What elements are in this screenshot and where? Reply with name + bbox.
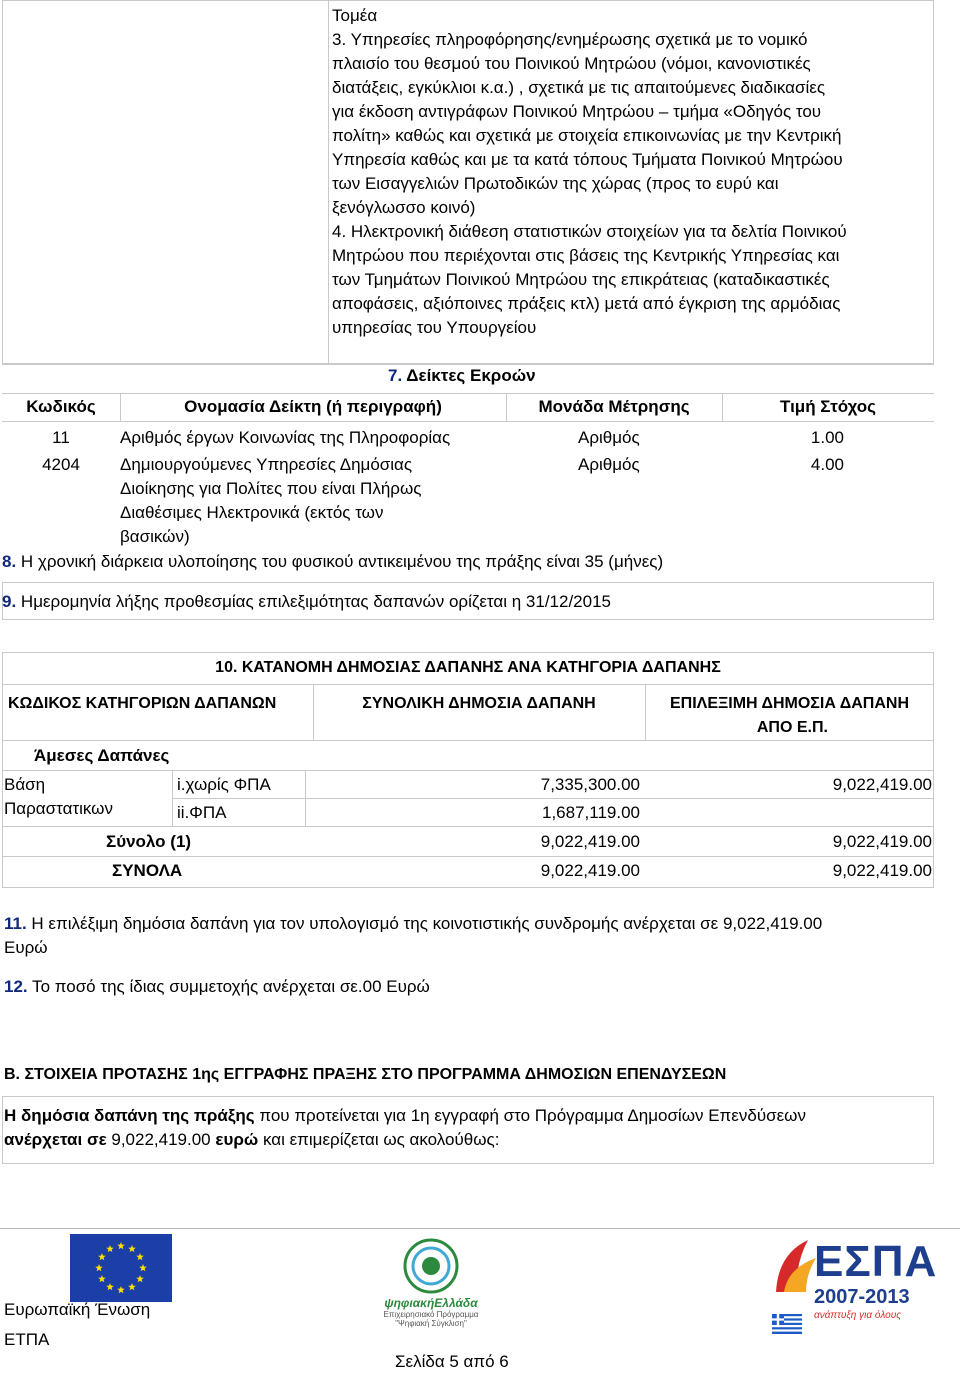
indicator-name-line: Δημιουργούμενες Υπηρεσίες Δημόσιας: [120, 455, 413, 474]
section-12-number: 12.: [4, 977, 28, 996]
section-9-bottom-border: [2, 619, 934, 620]
section-9-text: Ημερομηνία λήξης προθεσμίας επιλεξιμότητας δαπανών ορίζεται η 31/12/2015: [16, 592, 611, 611]
section-12-text: Το ποσό της ίδιας συμμετοχής ανέρχεται σε.00 Ευρώ: [27, 977, 430, 996]
allocation-basis-line2: Παραστατικων: [4, 799, 113, 818]
espa-logo: [768, 1234, 938, 1338]
allocation-col-eligible-line1: ΕΠΙΛΕΞΙΜΗ ΔΗΜΟΣΙΑ ΔΑΠΑΝΗ: [669, 695, 910, 712]
top-section-line: υπηρεσίας του Υπουργείου: [332, 318, 537, 337]
footer-rule: [0, 1228, 960, 1229]
espa-sub: ανάπτυξη για όλους: [814, 1310, 902, 1321]
top-section-line: των Εισαγγελιών Πρωτοδικών της χώρας (προς το ευρύ και: [332, 174, 779, 193]
section-11-number: 11.: [4, 914, 27, 933]
indicator-unit: Αριθμός: [578, 455, 640, 474]
top-section-line: των Τμημάτων Ποινικού Μητρώου της επικράτειας (καταδικαστικές: [332, 270, 830, 289]
section-11-line2: Ευρώ: [4, 938, 48, 957]
section-8-text: Η χρονική διάρκεια υλοποίησης του φυσικού αντικειμένου της πράξης είναι 35 (μήνες): [16, 552, 664, 571]
allocation-row-sep: [172, 798, 934, 799]
section-11-text: Η επιλέξιμη δημόσια δαπάνη για τον υπολογισμό της κοινοτιστικής συνδρομής ανέρχεται σε 9,022,419.00: [26, 914, 823, 933]
top-section-line: Υπηρεσία καθώς και με τα κατά τόπους Τμήματα Ποινικού Μητρώου: [332, 150, 843, 169]
eu-flag-icon: [70, 1234, 172, 1302]
indicator-code: 4204: [42, 455, 80, 474]
allocation-header-bottom: [2, 740, 934, 741]
indicator-name: Αριθμός έργων Κοινωνίας της Πληροφορίας: [120, 428, 451, 447]
allocation-row-no-vat-total: 7,335,300.00: [540, 775, 640, 794]
allocation-subtotal-total: 9,022,419.00: [540, 832, 640, 851]
section-9: [2, 590, 611, 614]
allocation-group-label: Άμεσες Δαπάνες: [34, 746, 170, 765]
top-section-line: 4. Ηλεκτρονική διάθεση στατιστικών στοιχείων για τα δελτία Ποινικού: [332, 222, 847, 241]
allocation-col-total: ΣΥΝΟΛΙΚΗ ΔΗΜΟΣΙΑ ΔΑΠΑΝΗ: [362, 695, 596, 712]
section-8-bottom-border: [2, 582, 934, 583]
allocation-row-vat-total: 1,687,119.00: [542, 803, 640, 822]
section-12: [4, 975, 430, 999]
digital-logo-sub1: Επιχειρησιακό Πρόγραμμα: [383, 1310, 479, 1319]
top-section-line: Τομέα: [332, 6, 378, 25]
allocation-subtotal-label: Σύνολο (1): [106, 832, 192, 851]
section-b-heading: Β. ΣΤΟΙΧΕΙΑ ΠΡΟΤΑΣΗΣ 1ης ΕΓΓΡΑΦΗΣ ΠΡΑΞΗΣ ΣΤΟ ΠΡΟΓΡΑΜΜΑ ΔΗΜΟΣΙΩΝ ΕΠΕΝΔΥΣΕΩΝ: [4, 1066, 727, 1083]
allocation-col-eligible-line2: ΑΠΟ Ε.Π.: [756, 719, 828, 736]
section-b-bold1: Η δημόσια δαπάνη της πράξης: [4, 1106, 255, 1125]
allocation-grand-total: 9,022,419.00: [540, 861, 640, 880]
espa-logo-text: ΕΣΠΑ: [814, 1237, 938, 1286]
indicators-col-name: Ονομασία Δείκτη (ή περιγραφή): [184, 397, 442, 416]
allocation-grand-eligible: 9,022,419.00: [832, 861, 932, 880]
section-b-line2: [4, 1128, 499, 1152]
indicator-name-line: Διαθέσιμες Ηλεκτρονικά (εκτός των: [120, 503, 384, 522]
section-b-bold3: ευρώ: [215, 1130, 259, 1149]
allocation-title-bottom: [2, 684, 934, 685]
section-11-line1: [4, 912, 822, 936]
digital-logo-sub2: "Ψηφιακή Σύγκλιση": [395, 1319, 467, 1328]
indicator-name-line: βασικών): [120, 527, 190, 546]
allocation-col-category: ΚΩΔΙΚΟΣ ΚΑΤΗΓΟΡΙΩΝ ΔΑΠΑΝΩΝ: [8, 695, 277, 712]
indicators-heading-number: 7.: [388, 366, 403, 385]
indicator-target: 4.00: [810, 455, 844, 474]
allocation-row-no-vat-eligible: 9,022,419.00: [832, 775, 932, 794]
indicators-col-unit: Μονάδα Μέτρησης: [538, 397, 690, 416]
section-9-right-border: [933, 582, 934, 620]
digital-greece-logo: [356, 1236, 506, 1328]
indicator-name-line: Διοίκησης για Πολίτες που είναι Πλήρως: [120, 479, 422, 498]
indicators-heading-text: Δείκτες Εκροών: [406, 366, 536, 385]
indicator-unit: Αριθμός: [578, 428, 640, 447]
page-number: Σελίδα 5 από 6: [395, 1352, 509, 1371]
indicators-heading: [388, 364, 536, 388]
indicators-header-bottom: [2, 421, 934, 422]
section-b-amount: 9,022,419.00: [106, 1130, 216, 1149]
allocation-basis-bottom: [2, 826, 934, 827]
allocation-title: 10. ΚΑΤΑΝΟΜΗ ΔΗΜΟΣΙΑΣ ΔΑΠΑΝΗΣ ΑΝΑ ΚΑΤΗΓΟΡΙΑ ΔΑΠΑΝΗΣ: [215, 659, 721, 676]
top-section-line: πολίτη» καθώς και σχετικά με στοιχεία επικοινωνίας με την Κεντρική: [332, 126, 842, 145]
allocation-group-bottom: [2, 770, 934, 771]
eu-label: Ευρωπαϊκή Ένωση: [4, 1300, 151, 1319]
digital-logo-text: ψηφιακήΕλλάδα: [384, 1296, 478, 1310]
section-b-line1: [4, 1104, 806, 1128]
allocation-row-vat-label: ii.ΦΠΑ: [177, 803, 227, 822]
top-section-line: 3. Υπηρεσίες πληροφόρησης/ενημέρωσης σχετικά με το νομικό: [332, 30, 808, 49]
allocation-row-no-vat-label: i.χωρίς ΦΠΑ: [177, 775, 271, 794]
top-cell-divider: [328, 0, 329, 364]
greek-flag-icon: [772, 1314, 802, 1334]
etpa-label: ΕΤΠΑ: [4, 1330, 50, 1349]
section-b-bold2: ανέρχεται σε: [4, 1130, 107, 1149]
section-b-text2: και επιμερίζεται ως ακολούθως:: [258, 1130, 500, 1149]
indicator-code: 11: [52, 428, 70, 447]
top-section-line: ξενόγλωσσο κοινό): [332, 198, 476, 217]
espa-years: 2007-2013: [814, 1286, 910, 1308]
section-9-number: 9.: [2, 592, 17, 611]
allocation-grand-label: ΣΥΝΟΛΑ: [112, 861, 183, 880]
indicator-target: 1.00: [810, 428, 844, 447]
indicators-header-top: [2, 393, 934, 394]
top-section-line: αποφάσεις, αξιόποινες πράξεις κτλ) μετά από έγκριση της αρμόδιας: [332, 294, 841, 313]
top-section-line: διατάξεις, εγκύκλιοι κ.α.) , σχετικά με τις απαιτούμενες διαδικασίες: [332, 78, 826, 97]
indicators-col-target: Τιμή Στόχος: [780, 397, 876, 416]
section-b-text1: που προτείνεται για 1η εγγραφή στο Πρόγραμμα Δημοσίων Επενδύσεων: [254, 1106, 806, 1125]
allocation-subtotal-bottom: [2, 856, 934, 857]
allocation-subtotal-eligible: 9,022,419.00: [832, 832, 932, 851]
top-section-line: πλαισίο του θεσμού του Ποινικού Μητρώου (νόμοι, κανονιστικές: [332, 54, 811, 73]
section-8-number: 8.: [2, 552, 17, 571]
allocation-basis-line1: Βάση: [4, 775, 46, 794]
indicators-col-code: Κωδικός: [26, 397, 96, 416]
top-section-line: για έκδοση αντιγράφων Ποινικού Μητρώου – τμήμα «Οδηγός του: [332, 102, 822, 121]
top-section-line: Μητρώου που περιέχονται στις βάσεις της Κεντρικής Υπηρεσίας και: [332, 246, 840, 265]
section-8: [2, 550, 663, 574]
